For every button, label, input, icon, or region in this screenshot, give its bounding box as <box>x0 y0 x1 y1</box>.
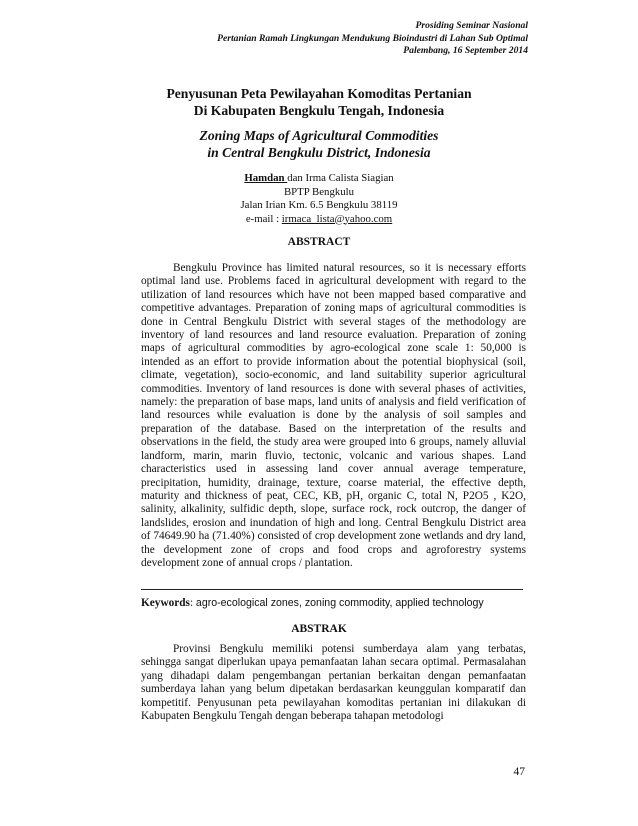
author-institution: BPTP Bengkulu <box>283 185 355 198</box>
title-english <box>0 127 638 161</box>
title-id-line-2: Di Kabupaten Bengkulu Tengah, Indonesia <box>193 103 445 118</box>
first-author: Hamdan <box>244 172 288 184</box>
keywords-colon: : <box>189 597 196 609</box>
keywords-line <box>141 596 541 610</box>
abstrak-heading: ABSTRAK <box>291 623 347 635</box>
header-line-3: Palembang, 16 September 2014 <box>403 45 528 56</box>
author-block <box>0 172 638 226</box>
keywords-text: agro-ecological zones, zoning commodity, applied technology <box>195 597 484 609</box>
email-label: e-mail : <box>245 212 282 225</box>
abstrak-body: Provinsi Bengkulu memiliki potensi sumberdaya alam yang terbatas, sehingga sangat diperlukan upaya pemanfaatan lahan secara optimal. Permasalahan yang dihadapi dalam pengembangan pertanian berkaitan dengan pemanfaatan sumberdaya lahan yang belum dipetakan berdasarkan keunggulan komparatif dan kompetitif. Penyusunan peta pewilayahan komoditas pertanian ini dilakukan di Kabupaten Bengkulu Tengah dengan beberapa tahapan metodologi <box>141 643 526 723</box>
author-names <box>0 172 638 186</box>
running-header <box>217 20 528 58</box>
header-line-1: Prosiding Seminar Nasional <box>415 20 528 31</box>
title-id-line-1: Penyusunan Peta Pewilayahan Komoditas Pertanian <box>166 86 472 101</box>
keywords-divider <box>141 589 523 590</box>
title-indonesian <box>0 85 638 119</box>
page-number: 47 <box>513 766 525 778</box>
title-en-line-2: in Central Bengkulu District, Indonesia <box>207 145 431 160</box>
abstract-body: Bengkulu Province has limited natural resources, so it is necessary efforts optimal land use. Problems faced in agricultural development with regard to the utilization of land resources which have not been mapped based comparative and competitive advantages. Preparation of zoning maps of agricultural commodities is done in Central Bengkulu District with several stages of the methodology are inventory of land resources and land resource evaluation. Preparation of zoning maps of agricultural commodities by agro-ecological zone scale 1: 50,000 is intended as an effort to provide information about the potential biophysical (soil, climate, vegetation), socio-economic, and land suitability superior agricultural commodities. Inventory of land resources is done with several phases of activities, namely: the preparation of base maps, land units of analysis and field verification of land resources while evaluation is done by the analysis of soil samples and preparation of the database. Based on the interpretation of the results and observations in the field, the study area were grouped into 6 groups, namely alluvial landform, marin, marin fluvio, tectonic, volcanic and various shapes. Land characteristics used in assessing land cover annual average temperature, precipitation, humidity, drainage, texture, coarse material, the effective depth, maturity and thickness of peat, CEC, KB, pH, organic C, total N, P2O5 , K2O, salinity, alkalinity, sulfidic depth, slope, surface rock, rock outcrop, the danger of landslides, erosion and inundation of high and long. Central Bengkulu District area of 74649.90 ha (71.40%) consisted of crop development zone wetlands and dry land, the development zone of crops and food crops and agroforestry systems development zone of annual crops / plantation. <box>141 262 526 569</box>
co-authors: dan Irma Calista Siagian <box>287 172 394 184</box>
header-line-2: Pertanian Ramah Lingkungan Mendukung Bioindustri di Lahan Sub Optimal <box>217 32 528 44</box>
author-address: Jalan Irian Km. 6.5 Bengkulu 38119 <box>240 199 398 211</box>
abstract-heading: ABSTRACT <box>287 236 351 248</box>
author-email-line <box>0 213 638 227</box>
title-en-line-1: Zoning Maps of Agricultural Commodities <box>199 128 439 143</box>
keywords-label: Keywords <box>141 597 190 609</box>
email-link[interactable]: irmaca_lista@yahoo.com <box>281 212 393 225</box>
